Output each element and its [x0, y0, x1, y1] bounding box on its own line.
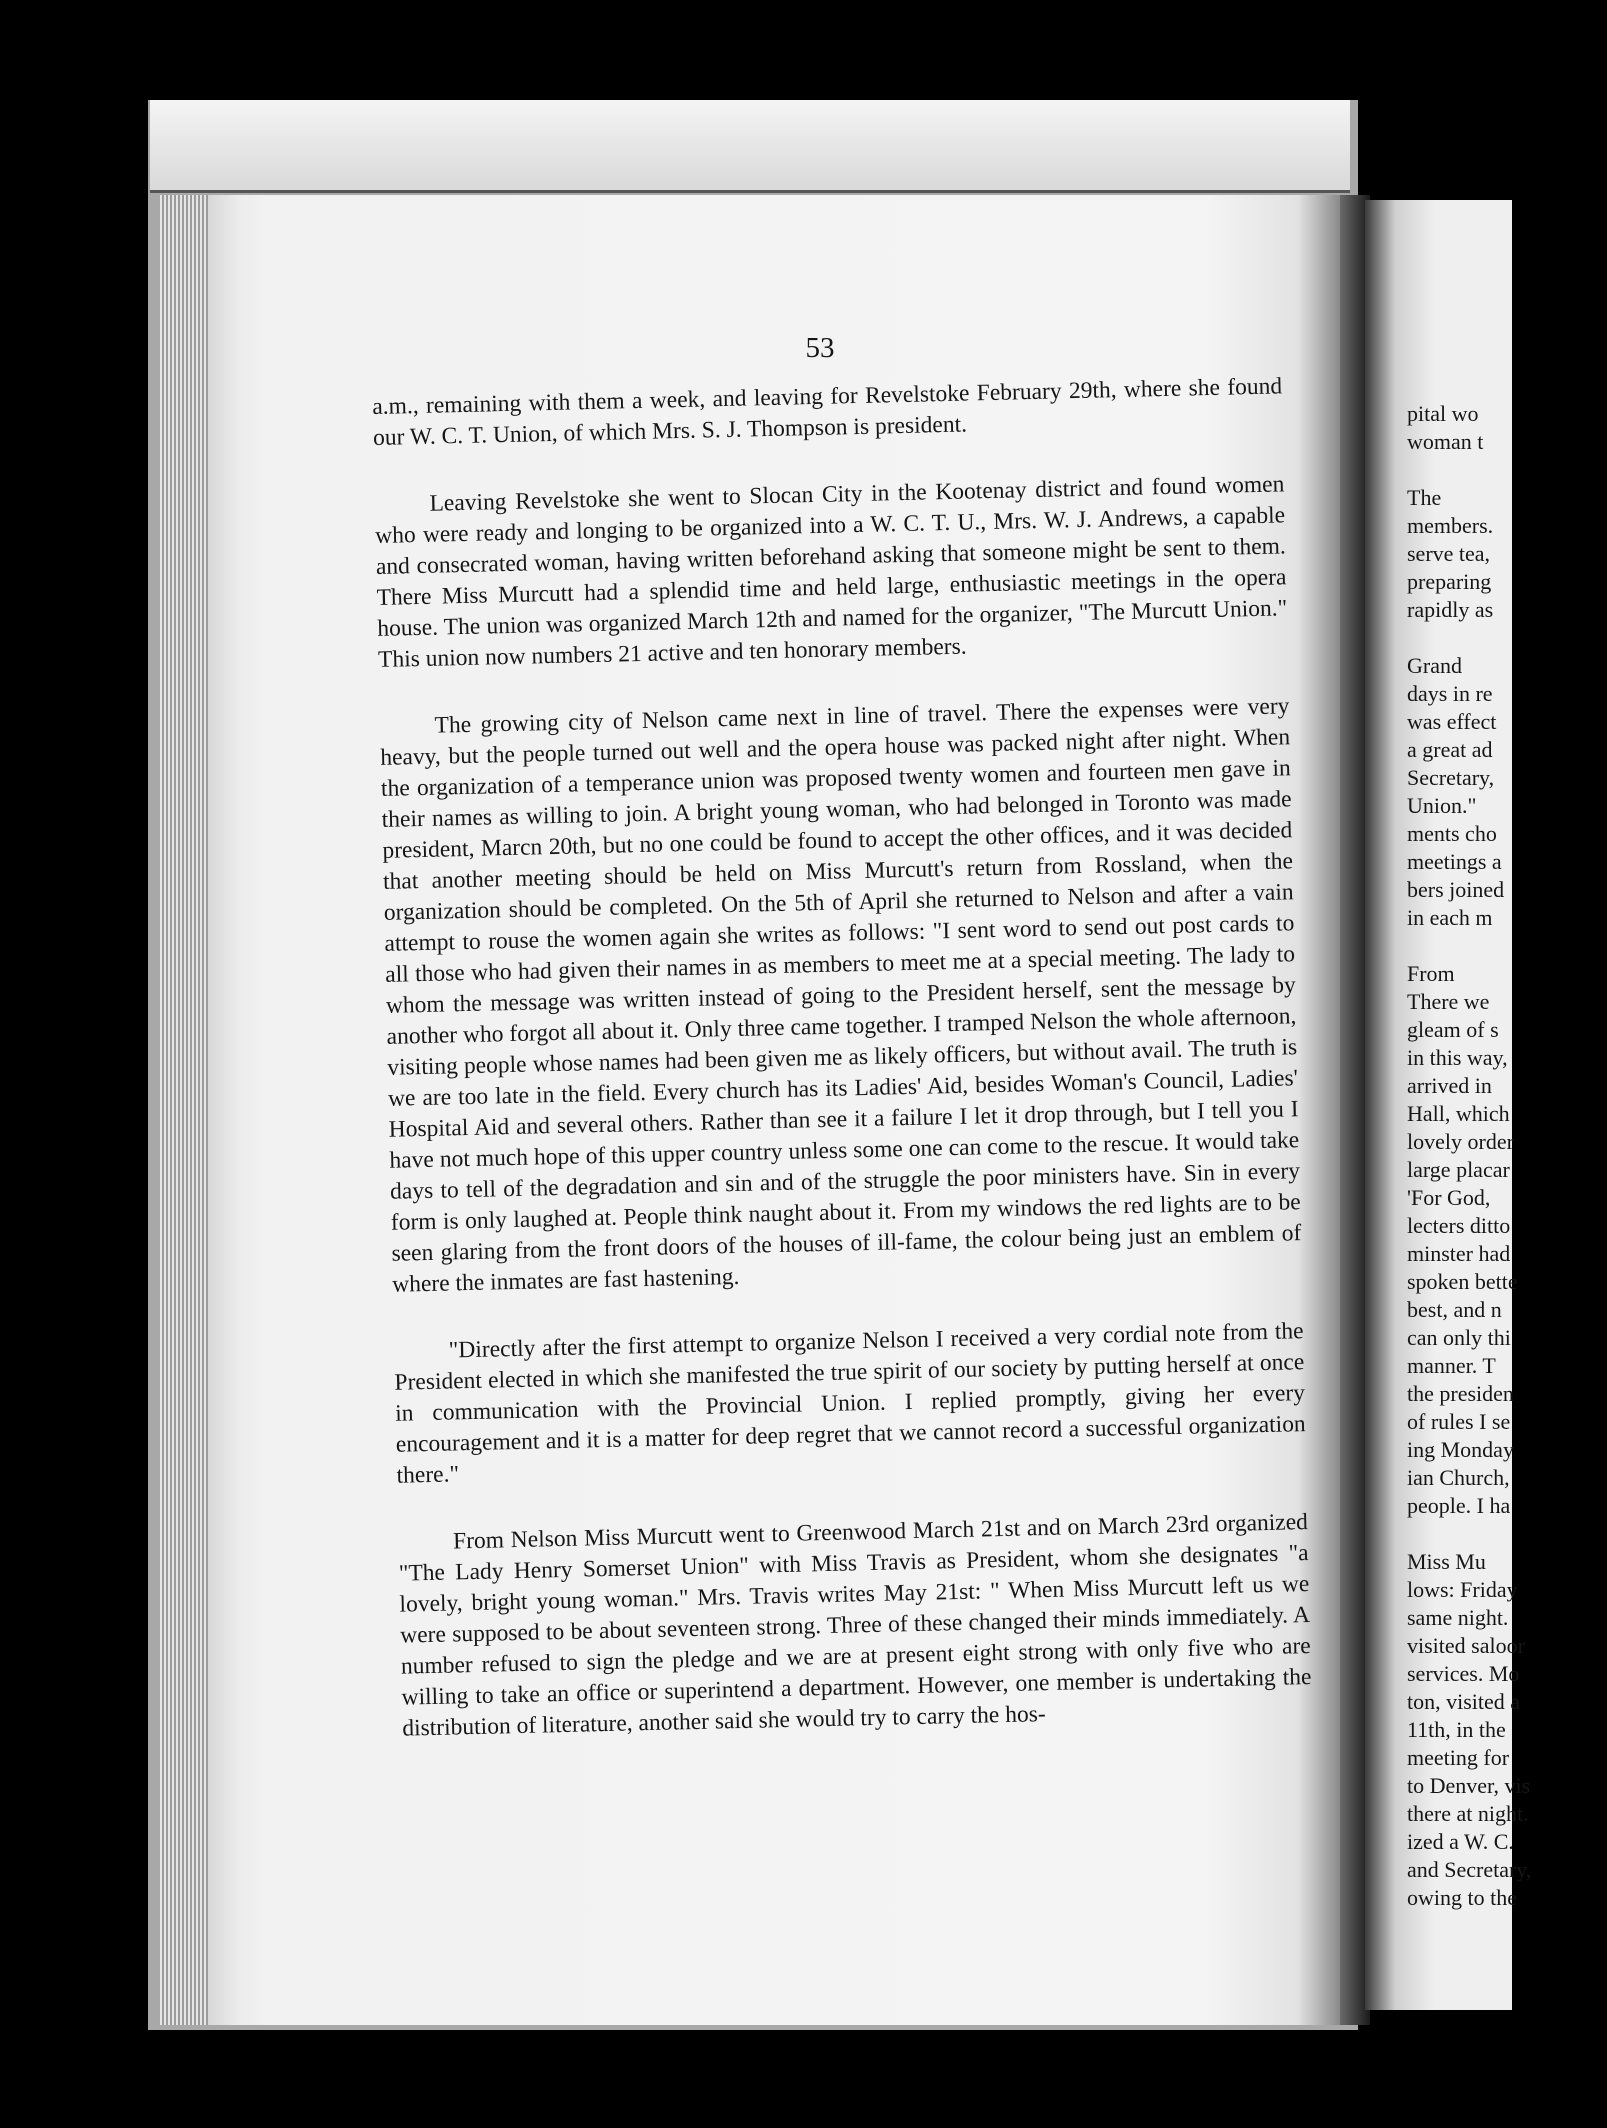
facing-page-line: Grand [1407, 653, 1462, 678]
facing-page-line: and Secretary, [1407, 1857, 1532, 1882]
facing-page-line [1407, 1520, 1607, 1548]
facing-page-line: meeting for [1407, 1745, 1510, 1770]
page-stack-edge [160, 195, 208, 2025]
facing-page-line: large placar [1407, 1157, 1510, 1182]
paragraph: Leaving Revelstoke she went to Slocan City in the Kootenay district and found women who were ready and longing to be organized into a W. C. T. U., Mrs. W. J. Andrews, a capable and consecrated woman, having written beforehand asking that someone might be sent to them. There Miss Murcutt had a splendid time and held large, enthusiastic meetings in the opera house. The union was organized March 12th and named for the organizer, "The Murcutt Union." This union now numbers 21 active and ten honorary members. [374, 471, 1288, 673]
page-body [372, 371, 1313, 1780]
facing-page-line: Miss Mu [1407, 1549, 1486, 1574]
facing-page-line: meetings a [1407, 849, 1502, 874]
facing-page-line: serve tea, [1407, 541, 1491, 566]
facing-page-line: best, and n [1407, 1297, 1502, 1322]
facing-page-line: Hall, which [1407, 1101, 1510, 1126]
facing-page-line [1407, 456, 1607, 484]
facing-page-line: minster had [1407, 1241, 1511, 1266]
facing-page-line: can only thi [1407, 1325, 1511, 1350]
facing-page-line: preparing [1407, 569, 1492, 594]
facing-page-line: lows: Friday [1407, 1577, 1518, 1602]
facing-page-line: people. I ha [1407, 1493, 1511, 1518]
facing-page-line: ton, visited a [1407, 1689, 1521, 1714]
facing-page-line: manner. T [1407, 1353, 1496, 1378]
paragraph: a.m., remaining with them a week, and leaving for Revelstoke February 29th, where she found our W. C. T. Union, of which Mrs. S. J. Thompson is president. [372, 373, 1283, 451]
facing-page-line: lovely order [1407, 1129, 1514, 1154]
facing-page-line: gleam of s [1407, 1017, 1499, 1042]
facing-page-line: there at night. [1407, 1801, 1529, 1826]
facing-page-line: ian Church, [1407, 1465, 1510, 1490]
facing-page-line: bers joined [1407, 877, 1505, 902]
facing-page-line: There we [1407, 989, 1490, 1014]
facing-page-line: in this way, [1407, 1045, 1508, 1070]
paragraph: "Directly after the first attempt to organize Nelson I received a very cordial note from the President elected in which she manifested the true spirit of our society by putting herself at once in communication with the Provincial Union. I replied promptly, giving her every encouragement and it is a matter for deep regret that we cannot record a successful organization there." [394, 1318, 1306, 1489]
facing-page-line: visited saloor [1407, 1633, 1525, 1658]
facing-page-line: Secretary, [1407, 765, 1495, 790]
facing-page-line: ized a W. C. [1407, 1829, 1514, 1854]
previous-page-edge [150, 100, 1350, 193]
facing-page-line: The [1407, 485, 1442, 510]
facing-page-line: of rules I se [1407, 1409, 1511, 1434]
facing-page-line: lecters ditto [1407, 1213, 1511, 1238]
facing-page-line: spoken bette [1407, 1269, 1518, 1294]
facing-page-line: days in re [1407, 681, 1493, 706]
facing-page-line: the presiden [1407, 1381, 1514, 1406]
facing-page-line: rapidly as [1407, 597, 1494, 622]
facing-page-line [1407, 624, 1607, 652]
paragraph: From Nelson Miss Murcutt went to Greenwood March 21st and on March 23rd organized "The Lady Henry Somerset Union" with Miss Travis as President, whom she designates "a lovely, bright young woman." Mrs. Travis writes May 21st: " When Miss Murcutt left us we were supposed to be about seventeen strong. Three of these changed their minds immediately. A number refused to sign the pledge and we are at present eight strong with only five who are willing to take an office or superintend a department. However, one member is undertaking the distribution of literature, another said she would try to carry the hos- [398, 1509, 1312, 1742]
page-number: 53 [805, 332, 835, 364]
facing-page-line: 'For God, [1407, 1185, 1491, 1210]
facing-page-line: pital wo [1407, 401, 1479, 426]
facing-page-line: 11th, in the [1407, 1717, 1506, 1742]
facing-page-line: in each m [1407, 905, 1493, 930]
facing-page-line: ing Monday [1407, 1437, 1514, 1462]
facing-page-text [1407, 400, 1607, 1912]
facing-page-line: was effect [1407, 709, 1497, 734]
facing-page-line: From [1407, 961, 1455, 986]
facing-page-line: members. [1407, 513, 1494, 538]
facing-page-line: services. Mo [1407, 1661, 1520, 1686]
facing-page-line: Union." [1407, 793, 1477, 818]
facing-page-line: arrived in [1407, 1073, 1492, 1098]
paragraph: The growing city of Nelson came next in line of travel. There the expenses were very heavy, but the people turned out well and the opera house was packed night after night. When the organization of a temperance union was proposed twenty women and fourteen men gave in their names as willing to join. A bright young woman, who had belonged in Toronto was made president, Marcn 20th, but no one could be found to accept the other offices, and it was decided that another meeting should be held on Miss Murcutt's return from Rossland, when the organization should be completed. On the 5th of April she returned to Nelson and after a vain attempt to rouse the women again she writes as follows: "I sent word to send out post cards to all those who had given their names in as members to meet me at a special meeting. The lady to whom the message was written instead of going to the President herself, sent the message by another who forgot all about it. Only three came together. I tramped Nelson the whole afternoon, visiting people whose names had been given me as likely officers, but without avail. The truth is we are too late in the field. Every church has its Ladies' Aid, besides Woman's Council, Ladies' Hospital Aid and several others. Rather than see it a failure I let it drop through, but I tell you I have not much hope of this upper country unless some one can come to the rescue. It would take days to tell of the degradation and sin and of the struggle the poor ministers have. Sin in every form is only laughed at. People think naught about it. From my windows the red lights are to be seen glaring from the front doors of the houses of ill-fame, the colour being just an emblem of where the inmates are fast hastening. [380, 693, 1302, 1298]
facing-page-line: owing to the [1407, 1885, 1517, 1910]
facing-page-line: ments cho [1407, 821, 1497, 846]
facing-page-line: a great ad [1407, 737, 1493, 762]
facing-page-line: same night. [1407, 1605, 1509, 1630]
facing-page-line [1407, 932, 1607, 960]
facing-page-line: to Denver, vis [1407, 1773, 1531, 1798]
facing-page-line: woman t [1407, 429, 1484, 454]
facing-page [1365, 200, 1532, 2010]
